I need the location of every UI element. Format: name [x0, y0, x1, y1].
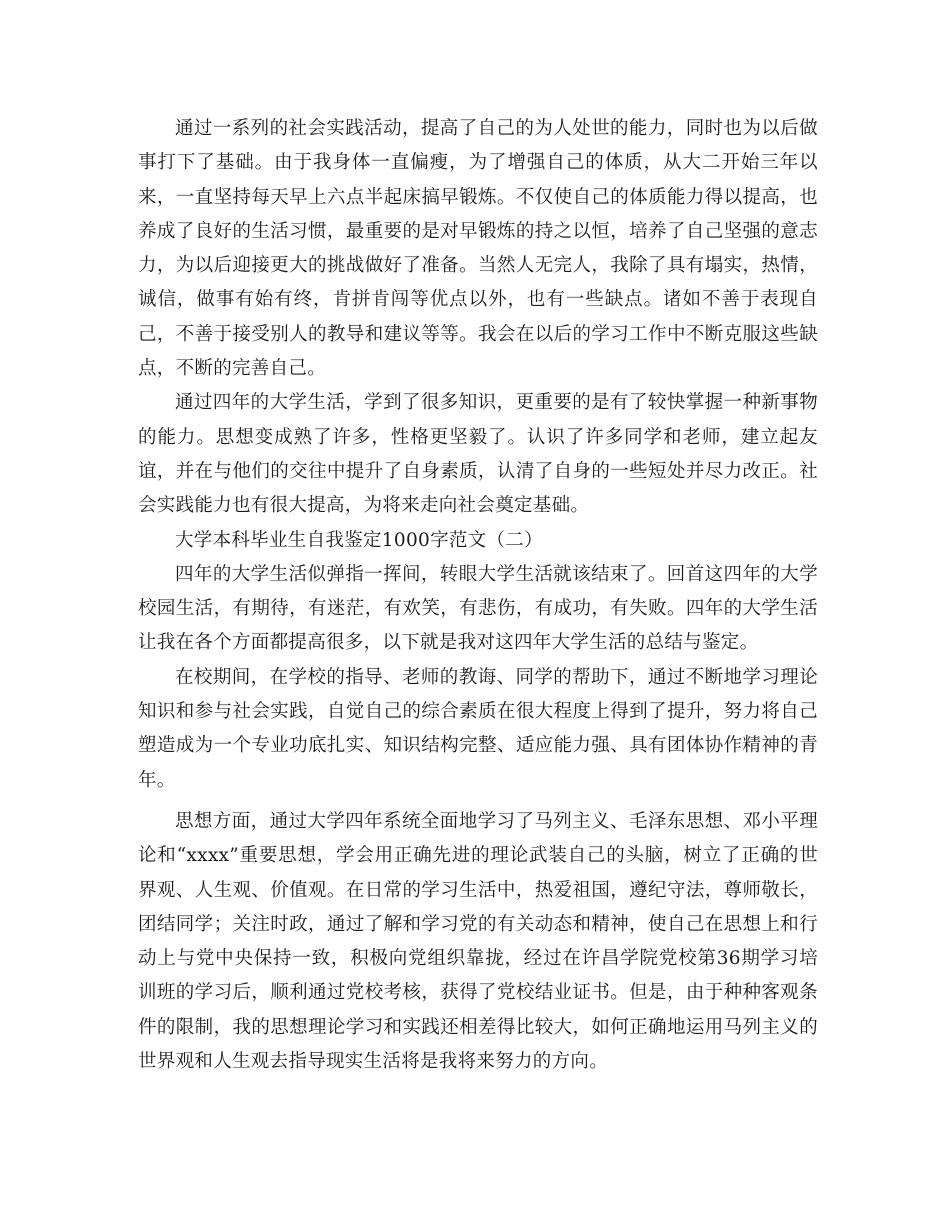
paragraph-intro: 四年的大学生活似弹指一挥间，转眼大学生活就该结束了。回首这四年的大学校园生活，有期待，有迷茫，有欢笑，有悲伤，有成功，有失败。四年的大学生活让我在各个方面都提高很多，以下就是我对这四年大学生活的总结与鉴定。	[138, 563, 818, 654]
document-page	[138, 112, 818, 1079]
paragraph-social-practice: 通过一系列的社会实践活动，提高了自己的为人处世的能力，同时也为以后做事打下了基础。由于我身体一直偏瘦，为了增强自己的体质，从大二开始三年以来，一直坚持每天早上六点半起床搞早锻炼。不仅使自己的体质能力得以提高，也养成了良好的生活习惯，最重要的是对早锻炼的持之以恒，培养了自己坚强的意志力，为以后迎接更大的挑战做好了准备。当然人无完人，我除了具有塌实，热情，诚信，做事有始有终，肯拼肯闯等优点以外，也有一些缺点。诸如不善于表现自己，不善于接受别人的教导和建议等等。我会在以后的学习工作中不断克服这些缺点，不断的完善自己。	[138, 118, 818, 380]
paragraph-four-years-summary: 通过四年的大学生活，学到了很多知识，更重要的是有了较快掌握一种新事物的能力。思想变成熟了许多，性格更坚毅了。认识了许多同学和老师，建立起友谊，并在与他们的交往中提升了自身素质，认清了自身的一些短处并尽力改正。社会实践能力也有很大提高，为将来走向社会奠定基础。	[138, 392, 818, 517]
paragraph-school-period: 在校期间，在学校的指导、老师的教诲、同学的帮助下，通过不断地学习理论知识和参与社会实践，自觉自己的综合素质在很大程度上得到了提升，努力将自己塑造成为一个专业功底扎实、知识结构完整、适应能力强、具有团体协作精神的青年。	[138, 666, 818, 791]
paragraph-ideology: 思想方面，通过大学四年系统全面地学习了马列主义、毛泽东思想、邓小平理论和“xxxx”重要思想，学会用正确先进的理论武装自己的头脑，树立了正确的世界观、人生观、价值观。在日常的学习生活中，热爱祖国，遵纪守法，尊师敬长，团结同学；关注时政，通过了解和学习党的有关动态和精神，使自己在思想上和行动上与党中央保持一致，积极向党组织靠拢，经过在许昌学院党校第36期学习培训班的学习后，顺利通过党校考核，获得了党校结业证书。但是，由于种种客观条件的限制，我的思想理论学习和实践还相差得比较大，如何正确地运用马列主义的世界观和人生观去指导现实生活将是我将来努力的方向。	[138, 810, 818, 1073]
section-heading: 大学本科毕业生自我鉴定1000字范文（二）	[175, 529, 543, 551]
